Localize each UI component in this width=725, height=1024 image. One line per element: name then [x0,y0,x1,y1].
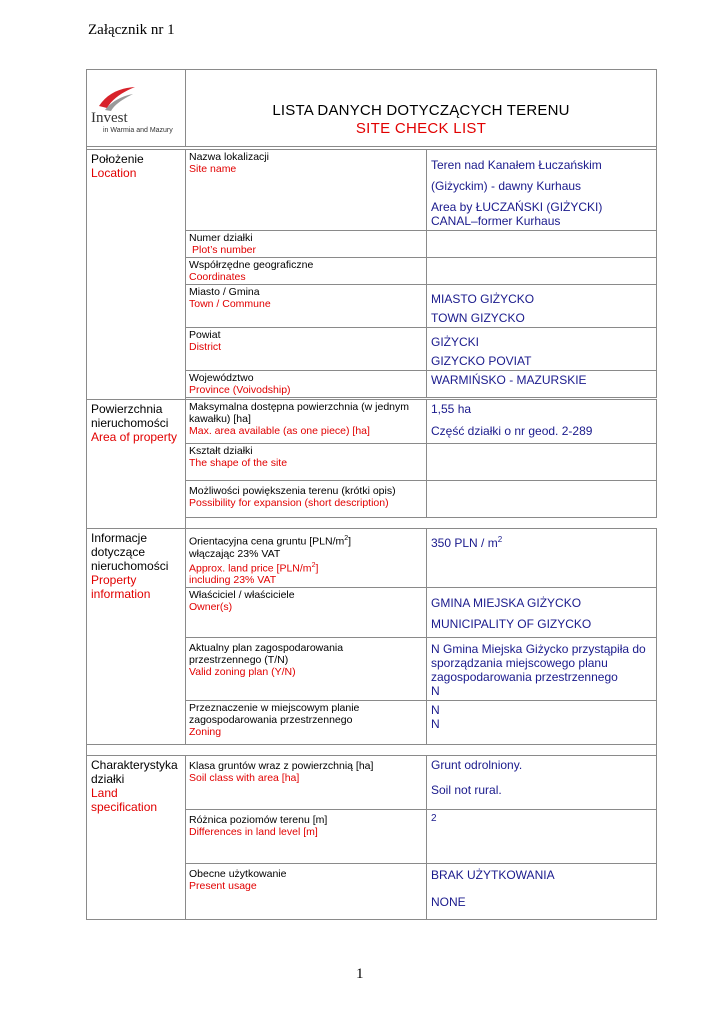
price-en-sup: 2 [311,561,316,569]
row-coordinates-value [427,258,657,285]
level-en: Differences in land level [m] [189,826,318,838]
price-pl-1 [189,533,423,548]
price-en-1-end: ] [315,562,319,574]
logo-cell [87,70,186,147]
logo-swoosh-icon [97,86,137,112]
section-property-en-1: Property [91,573,137,587]
max-area-pl-1: Maksymalna dostępna powierzchnia (w jednym [189,401,410,413]
row-zoning-plan-label [186,638,427,701]
max-area-pl-2: kawałku) [ha] [189,413,251,425]
section-land-pl-2: działki [91,772,125,786]
row-max-area-value [427,400,657,444]
site-name-value-2: (Giżyckim) - dawny Kurhaus [431,179,582,193]
zoning-plan-value-1: N Gmina Miejska Giżycko przystąpiła do [431,642,646,656]
soil-value-1: Grunt odrolniony. [431,758,523,772]
province-pl: Województwo [189,372,254,384]
row-zoning-label [186,701,427,745]
usage-value-1: BRAK UŻYTKOWANIA [431,868,555,882]
site-name-value-1: Teren nad Kanałem Łuczańskim [431,158,602,172]
price-pl-sup: 2 [344,535,349,542]
logo-brand: Invest [91,110,128,126]
row-shape-value [427,444,657,481]
max-area-en: Max. area available (as one piece) [ha] [189,425,370,437]
section-property-pl-1: Informacje [91,531,148,545]
row-expansion-value [427,481,657,518]
row-town-value [427,285,657,328]
row-province-value [427,371,657,398]
plot-number-en: Plot’s number [192,244,257,256]
zoning-plan-pl-2: przestrzennego (T/N) [189,654,289,666]
district-value-2: GIZYCKO POVIAT [431,354,532,368]
row-district-label [186,328,427,371]
row-zoning-plan-value [427,638,657,701]
expansion-en: Possibility for expansion (short description) [189,497,389,509]
owner-pl: Właściciel / właściciele [189,589,295,601]
row-soil-value [427,756,657,810]
row-soil-label [186,756,427,810]
row-coordinates-label [186,258,427,285]
title-cell [186,70,657,147]
row-price-value [427,529,657,588]
owner-en: Owner(s) [189,601,233,613]
row-district-value [427,328,657,371]
row-expansion-label [186,481,427,518]
price-pl-1-text: Orientacyjna cena gruntu [PLN/m [189,535,345,548]
district-value-1: GIŻYCKI [431,335,480,349]
row-province-label [186,371,427,398]
zoning-plan-value-2: sporządzania miejscowego planu [431,656,608,670]
site-check-list-table [86,69,657,920]
province-value-1: WARMIŃSKO - MAZURSKIE [431,373,587,387]
section-land-en-2: specification [91,800,158,814]
row-usage-value [427,864,657,920]
town-en: Town / Commune [189,298,271,310]
row-plot-number-value [427,231,657,258]
title-english: SITE CHECK LIST [355,119,487,137]
row-town-label [186,285,427,328]
section-location-pl: Położenie [91,152,144,166]
price-pl-1-end: ] [348,535,352,548]
price-value: 350 PLN / m [431,536,498,550]
site-name-pl: Nazwa lokalizacji [189,151,269,163]
soil-pl: Klasa gruntów wraz z powierzchnią [ha] [189,760,374,772]
logo-subtitle: in Warmia and Mazury [103,127,173,134]
row-usage-label [186,864,427,920]
row-level-label [186,810,427,864]
zoning-plan-pl-1: Aktualny plan zagospodarowania [189,642,344,654]
plot-number-pl: Numer działki [189,232,253,244]
site-name-value-4: CANAL–former Kurhaus [431,214,561,228]
section-area-pl-2: nieruchomości [91,416,169,430]
section-land-en-1: Land [91,786,118,800]
row-zoning-value [427,701,657,745]
town-value-2: TOWN GIZYCKO [431,311,525,325]
province-en: Province (Voivodship) [189,384,291,396]
section-land [87,756,186,920]
price-pl-2: włączając 23% VAT [189,547,281,560]
row-plot-number-label [186,231,427,258]
site-name-en: Site name [189,163,237,175]
title-polish: LISTA DANYCH DOTYCZĄCYCH TERENU [272,101,570,119]
soil-value-2: Soil not rural. [431,783,502,797]
owner-value-1: GMINA MIEJSKA GIŻYCKO [431,596,582,610]
price-en-2: including 23% VAT [189,574,277,586]
section-area-en: Area of property [91,430,178,444]
site-name-value-3: Area by ŁUCZAŃSKI (GIŻYCKI) [431,200,603,214]
town-value-1: MIASTO GIŻYCKO [431,292,535,306]
coordinates-en: Coordinates [189,271,246,283]
district-pl: Powiat [189,329,221,341]
row-site-name-value [427,150,657,231]
section-property-pl-3: nieruchomości [91,559,169,573]
section-property [87,529,186,745]
zoning-value-2: N [431,717,440,731]
row-site-name-label [186,150,427,231]
row-max-area-label [186,400,427,444]
price-value-sup: 2 [497,535,503,544]
row-price-label [186,529,427,588]
level-pl: Różnica poziomów terenu [m] [189,814,328,826]
row-owner-label [186,588,427,638]
town-pl: Miasto / Gmina [189,286,260,298]
zoning-pl-2: zagospodarowania przestrzennego [189,714,353,726]
price-en-1-text: Approx. land price [PLN/m [189,562,312,574]
section-property-pl-2: dotyczące [91,545,146,559]
price-en-1 [189,560,423,575]
usage-pl: Obecne użytkowanie [189,868,287,880]
zoning-en: Zoning [189,726,222,738]
zoning-pl-1: Przeznaczenie w miejscowym planie [189,702,360,714]
section-location-en: Location [91,166,137,180]
attachment-label: Załącznik nr 1 [88,22,175,38]
max-area-value-1: 1,55 ha [431,402,472,416]
shape-pl: Kształt działki [189,445,253,457]
zoning-plan-en: Valid zoning plan (Y/N) [189,666,296,678]
header-row [87,70,657,147]
shape-en: The shape of the site [189,457,288,469]
row-level-value [427,810,657,864]
owner-value-2: MUNICIPALITY OF GIZYCKO [431,617,592,631]
section-location [87,150,186,400]
zoning-plan-value-4: N [431,684,440,698]
row-shape-label [186,444,427,481]
usage-value-2: NONE [431,895,466,909]
coordinates-pl: Współrzędne geograficzne [189,259,314,271]
soil-en: Soil class with area [ha] [189,772,300,784]
level-value-1: 2 [431,813,437,824]
zoning-value-1: N [431,703,440,717]
section-land-pl-1: Charakterystyka [91,758,178,772]
row-owner-value [427,588,657,638]
section-property-en-2: information [91,587,151,601]
usage-en: Present usage [189,880,257,892]
expansion-pl: Możliwości powiększenia terenu (krótki opis) [189,485,396,497]
max-area-value-2: Część działki o nr geod. 2-289 [431,424,593,438]
page-number: 1 [356,966,364,982]
zoning-plan-value-3: zagospodarowania przestrzennego [431,670,618,684]
invest-logo [91,84,187,144]
section-area [87,400,186,529]
district-en: District [189,341,222,353]
section-area-pl-1: Powierzchnia [91,402,163,416]
